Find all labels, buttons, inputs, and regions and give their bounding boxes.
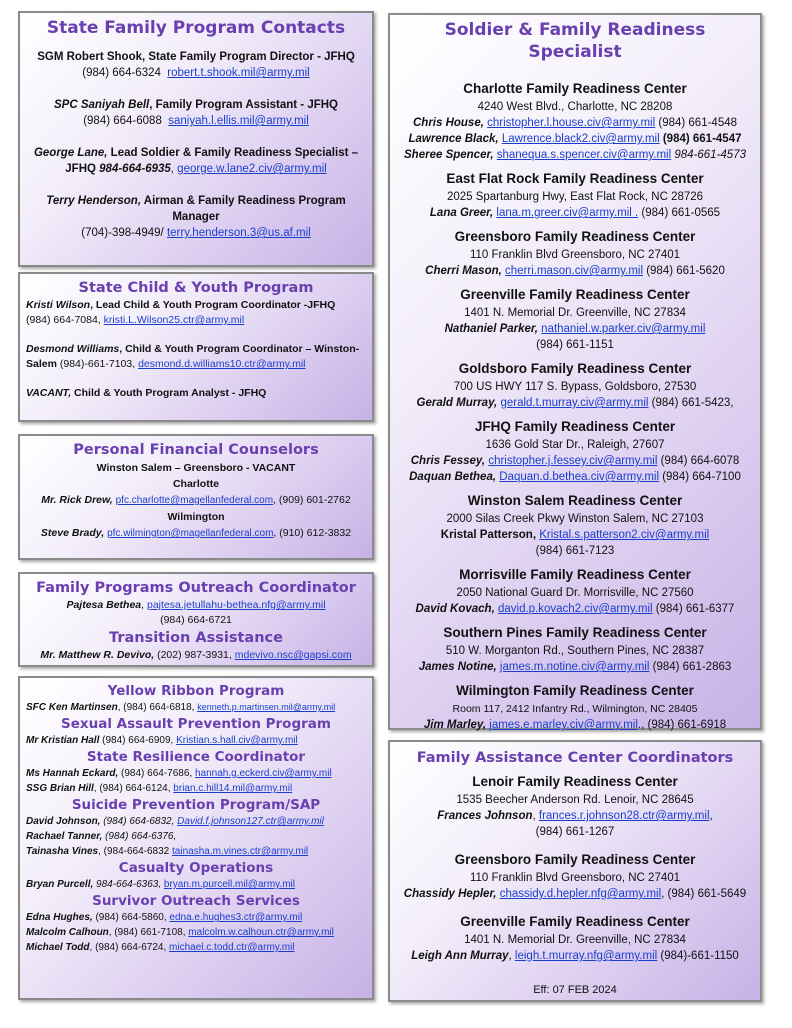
contact-devivo-name: Mr. Matthew R. Devivo, [40, 649, 158, 661]
charlotte-address: 4240 West Blvd., Charlotte, NC 28208 [477, 101, 673, 113]
contact-hall-email[interactable]: Kristian.s.hall.civ@army.mil [176, 735, 298, 746]
lenoir-title: Lenoir Family Readiness Center [472, 774, 678, 789]
contact-brady-phone: , (910) 612-3832 [273, 527, 352, 539]
contact-bethea-name: Pajtesa Bethea [66, 599, 142, 611]
contact-greer-phone: (984) 661-0565 [638, 207, 721, 219]
financial-line-wilmington: Wilmington [167, 511, 225, 523]
eastflat-title: East Flat Rock Family Readiness Center [446, 171, 704, 186]
contact-shook-email[interactable]: robert.t.shook.mil@army.mil [167, 67, 310, 79]
financial-heading: Personal Financial Counselors [73, 442, 319, 458]
contact-bethea-phone: (984) 664-6721 [160, 614, 232, 626]
fac-greensboro-address: 110 Franklin Blvd Greensboro, NC 27401 [469, 872, 681, 884]
contact-house-phone: (984) 661-4548 [655, 117, 738, 129]
contact-eckard-phone: (984) 664-7686, [118, 768, 195, 779]
suicide-prevention-heading: Suicide Prevention Program/SAP [71, 797, 321, 813]
contact-purcell-phone: 984-664-6363, [93, 879, 164, 890]
contact-calhoun-phone: , (984) 661-7108, [108, 927, 189, 938]
child-youth-box [18, 272, 374, 422]
contact-marley-name: Jim Marley, [423, 719, 487, 731]
contact-todd-phone: , (984) 664-6724, [89, 942, 170, 953]
contact-devivo-email[interactable]: mdevivo.nsc@gapsi.com [234, 649, 352, 661]
contact-todd-email[interactable]: michael.c.todd.ctr@army.mil [169, 942, 295, 953]
contact-williams-email[interactable]: desmond.d.williams10.ctr@army.mil [138, 358, 306, 370]
contact-williams-phone: (984)-661-7103, [56, 358, 139, 370]
morrisville-address: 2050 National Guard Dr. Morrisville, NC 27560 [456, 587, 694, 599]
contact-murray-name: Gerald Murray, [416, 397, 498, 409]
jfhq-address: 1636 Gold Star Dr., Raleigh, 27607 [485, 439, 665, 451]
outreach-box: Family Programs Outreach Coordinator Pajtesa Bethea, pajtesa.jetullahu-bethea.nfg@army.mil (984) 664-6721 Transition Assistance Mr. Matthew R. Devivo, (202) 987-3931, mdevivo.nsc@gapsi.com [18, 572, 374, 667]
contact-shook-phone: (984) 664-6324 [82, 67, 161, 79]
contact-dbethea-phone: (984) 664-7100 [659, 471, 741, 483]
contact-drew-phone: , (909) 601-2762 [273, 494, 351, 506]
contact-parker-name: Nathaniel Parker, [444, 323, 538, 335]
contact-wilson-role: , Lead Child & Youth Program Coordinator -JFHQ [90, 299, 336, 311]
contact-house-email[interactable]: christopher.l.house.civ@army.mil [487, 117, 656, 129]
goldsboro-address: 700 US HWY 117 S. Bypass, Goldsboro, 27530 [453, 381, 697, 393]
contact-johnson-phone: (984) 664-6832, [100, 816, 178, 827]
contact-martinsen-email[interactable]: kenneth.p.martinsen.mil@army.mil [197, 702, 336, 712]
contact-patterson-phone: (984) 661-7123 [535, 545, 615, 557]
contact-marley-phone: ., (984) 661-6918 [637, 719, 727, 731]
contact-bell-role: , Family Program Assistant - JFHQ [149, 99, 338, 111]
child-youth-heading: State Child & Youth Program [78, 280, 314, 296]
contact-parker-phone: (984) 661-1151 [536, 339, 614, 351]
contact-vines-email[interactable]: tainasha.m.vines.ctr@army.mil [172, 846, 309, 857]
contact-hughes-phone: (984) 664-5860, [92, 912, 170, 923]
contact-parker-email[interactable]: nathaniel.w.parker.civ@army.mil [541, 323, 706, 335]
financial-counselors-box [18, 434, 374, 560]
contact-bell-phone: (984) 664-6088 [83, 115, 162, 127]
sexual-assault-heading: Sexual Assault Prevention Program [61, 716, 331, 732]
state-family-program-box: State Family Program Contacts SGM Robert Shook, State Family Program Director - JFHQ (984) 664-6324 robert.t.shook.mil@army.mil SPC Saniyah Bell, Family Program Assistant - JFHQ (984) 664-6088 saniyah.l.ellis.mil@army.mil George Lane, Lead Soldier & Family Readiness Specialist – JFHQ 984-664-6935, george.w.lane2.civ@army.mil Terry Henderson, Airman & Family Readiness Program Manager (704)-398-4949/ terry.henderson.3@us.af.mil [18, 11, 374, 267]
contact-shook-name: SGM Robert Shook, State Family Program Director - JFHQ [37, 51, 355, 63]
contact-hill-name: SSG Brian Hill [26, 783, 94, 794]
wilmington-address: Room 117, 2412 Infantry Rd., Wilmington, NC 28405 [452, 703, 698, 715]
contact-notine-phone: (984) 661-2863 [649, 661, 732, 673]
resilience-heading: State Resilience Coordinator [86, 749, 306, 765]
contact-kovach-name: David Kovach, [415, 603, 495, 615]
contact-lmurray-phone: (984)-661-1150 [657, 950, 739, 962]
contact-vines-name: Tainasha Vines [26, 846, 99, 857]
contact-greer-dot: . [631, 207, 639, 219]
lenoir-address: 1535 Beecher Anderson Rd. Lenoir, NC 28645 [456, 794, 694, 806]
contact-johnson-email[interactable]: David.f.johnson127.ctr@army.mil [177, 816, 324, 827]
wilmington-title: Wilmington Family Readiness Center [456, 683, 694, 698]
contact-hughes-name: Edna Hughes, [26, 912, 93, 923]
contact-lane-email[interactable]: george.w.lane2.civ@army.mil [177, 163, 327, 175]
contact-hall-name: Mr Kristian Hall [26, 735, 100, 746]
contact-hepler-phone: , (984) 661-5649 [661, 888, 747, 900]
contact-vines-phone: , (984-664-6832 [98, 846, 173, 857]
morrisville-title: Morrisville Family Readiness Center [459, 567, 691, 582]
programs-box [18, 676, 374, 1000]
greensboro-title: Greensboro Family Readiness Center [454, 229, 696, 244]
fac-greenville-title: Greenville Family Readiness Center [460, 914, 690, 929]
financial-line-winston: Winston Salem – Greensboro - VACANT [96, 462, 296, 474]
southern-pines-address: 510 W. Morganton Rd., Southern Pines, NC 28387 [445, 645, 705, 657]
contact-brady-email[interactable]: pfc.wilmington@magellanfederal.com [107, 528, 274, 539]
contact-johnson-name: David Johnson, [26, 816, 101, 827]
contact-bethea-email[interactable]: pajtesa.jetullahu-bethea.nfg@army.mil [147, 599, 326, 611]
contact-lmurray-email[interactable]: leigh.t.murray.nfg@army.mil [514, 950, 658, 962]
winston-address: 2000 Silas Creek Pkwy Winston Salem, NC 27103 [446, 513, 704, 525]
contact-spencer-phone: 984-661-4573 [671, 149, 746, 161]
contact-devivo-phone: (202) 987-3931, [157, 649, 235, 661]
state-family-heading: State Family Program Contacts [46, 18, 346, 38]
contact-lmurray-name: Leigh Ann Murray [411, 950, 509, 962]
contact-fjohnson-name: Frances Johnson [437, 810, 533, 822]
contact-eckard-email[interactable]: hannah.g.eckerd.civ@army.mil [194, 768, 332, 779]
sfrs-box [388, 13, 762, 730]
vacant-role: Child & Youth Program Analyst - JFHQ [71, 387, 267, 399]
contact-marley-email[interactable]: james.e.marley.civ@army.mil [489, 719, 638, 731]
contact-drew-name: Mr. Rick Drew, [41, 494, 113, 506]
contact-wilson-email[interactable]: kristi.L.Wilson25.ctr@army.mil [103, 314, 245, 326]
contact-hughes-email[interactable]: edna.e.hughes3.ctr@army.mil [169, 912, 303, 923]
contact-fjohnson-phone: (984) 661-1267 [535, 826, 615, 838]
contact-wilson-name: Kristi Wilson [26, 299, 91, 311]
survivor-heading: Survivor Outreach Services [92, 893, 300, 909]
eastflat-address: 2025 Spartanburg Hwy, East Flat Rock, NC 28726 [446, 191, 704, 203]
contact-tanner-name: Rachael Tanner, [26, 831, 103, 842]
contact-mason-email[interactable]: cherri.mason.civ@army.mil [505, 265, 644, 277]
contact-fessey-email[interactable]: christopher.j.fessey.civ@army.mil [488, 455, 658, 467]
contact-lane-name: George Lane, [33, 147, 108, 159]
contact-notine-name: James Notine, [418, 661, 497, 673]
transition-heading: Transition Assistance [109, 630, 283, 646]
contact-spencer-email[interactable]: shanequa.s.spencer.civ@army.mil [496, 149, 672, 161]
contact-black-name: Lawrence Black, [408, 133, 499, 145]
contact-fjohnson-email[interactable]: frances.r.johnson28.ctr@army.mil [538, 810, 710, 822]
contact-henderson-email[interactable]: terry.henderson.3@us.af.mil [166, 227, 311, 239]
contact-purcell-email[interactable]: bryan.m.purcell.mil@army.mil [163, 879, 295, 890]
contact-hill-email[interactable]: brian.c.hill14.mil@army.mil [173, 783, 293, 794]
southern-pines-title: Southern Pines Family Readiness Center [443, 625, 707, 640]
contact-hill-phone: , (984) 664-6124, [93, 783, 174, 794]
greenville-title: Greenville Family Readiness Center [460, 287, 690, 302]
contact-spencer-name: Sheree Spencer, [404, 149, 494, 161]
contact-bell-email[interactable]: saniyah.l.ellis.mil@army.mil [168, 115, 309, 127]
sfrs-heading: Soldier & Family Readiness Specialist [444, 20, 706, 62]
greenville-address: 1401 N. Memorial Dr. Greenville, NC 27834 [464, 307, 686, 319]
outreach-heading: Family Programs Outreach Coordinator [36, 580, 356, 596]
contact-hepler-name: Chassidy Hepler, [403, 888, 497, 900]
contact-henderson-role: Airman & Family Readiness Program Manager [141, 195, 346, 223]
contact-greer-email[interactable]: lana.m.greer.civ@army.mil [496, 207, 632, 219]
contact-dbethea-email[interactable]: Daquan.d.bethea.civ@army.mil [499, 471, 660, 483]
contact-drew-email[interactable]: pfc.charlotte@magellanfederal.com [115, 495, 274, 506]
contact-tanner-phone: (984) 664-6376, [102, 831, 177, 842]
contact-martinsen-phone: , (984) 664-6818, [117, 702, 198, 713]
contact-henderson-name: Terry Henderson, [46, 195, 142, 207]
contact-henderson-phone: (704)-398-4949/ [81, 227, 164, 239]
fac-greensboro-title: Greensboro Family Readiness Center [454, 852, 696, 867]
contact-house-name: Chris House, [412, 117, 484, 129]
greensboro-address: 110 Franklin Blvd Greensboro, NC 27401 [469, 249, 681, 261]
fac-heading: Family Assistance Center Coordinators [416, 750, 734, 766]
contact-black-email[interactable]: Lawrence.black2.civ@army.mil [501, 133, 660, 145]
contact-dbethea-name: Daquan Bethea, [409, 471, 497, 483]
contact-lane-phone: 984-664-6935 [99, 163, 171, 175]
charlotte-title: Charlotte Family Readiness Center [463, 81, 687, 96]
contact-bell-name: SPC Saniyah Bell [54, 99, 150, 111]
contact-brady-name: Steve Brady, [40, 527, 105, 539]
contact-williams-role: , Child & Youth Program Coordinator – Winston-Salem [26, 343, 360, 370]
contact-patterson-name: Kristal Patterson, [440, 529, 537, 541]
contact-notine-email[interactable]: james.m.notine.civ@army.mil [499, 661, 650, 673]
contact-lane-role: Lead Soldier & Family Readiness Specialist – JFHQ [65, 147, 359, 175]
contact-greer-name: Lana Greer, [429, 207, 494, 219]
vacant-name: VACANT, [26, 387, 72, 399]
contact-fessey-name: Chris Fessey, [410, 455, 486, 467]
effective-date: Eff: 07 FEB 2024 [533, 984, 617, 996]
contact-martinsen-name: SFC Ken Martinsen [26, 702, 118, 713]
contact-todd-name: Michael Todd [26, 942, 90, 953]
contact-williams-name: Desmond Williams [26, 343, 120, 355]
contact-purcell-name: Bryan Purcell, [26, 879, 94, 890]
contact-patterson-email[interactable]: Kristal.s.patterson2.civ@army.mil [539, 529, 710, 541]
financial-line-charlotte: Charlotte [172, 478, 220, 490]
jfhq-title: JFHQ Family Readiness Center [474, 419, 676, 434]
contact-kovach-email[interactable]: david.p.kovach2.civ@army.mil [497, 603, 653, 615]
contact-hepler-email[interactable]: chassidy.d.hepler.nfg@army.mil [499, 888, 662, 900]
winston-title: Winston Salem Readiness Center [467, 493, 683, 508]
contact-mason-name: Cherri Mason, [425, 265, 502, 277]
contact-fessey-phone: (984) 664-6078 [657, 455, 740, 467]
contact-kovach-phone: (984) 661-6377 [652, 603, 735, 615]
yellow-ribbon-heading: Yellow Ribbon Program [107, 683, 285, 699]
contact-wilson-phone: (984) 664-7084, [26, 314, 104, 326]
contact-eckard-name: Ms Hannah Eckard, [26, 768, 119, 779]
fac-box: Family Assistance Center Coordinators Lenoir Family Readiness Center 1535 Beecher Anderson Rd. Lenoir, NC 28645 Frances Johnson, frances.r.johnson28.ctr@army.mil, (984) 661-1267 Greensboro Family Readiness Center 110 Franklin Blvd Greensboro, NC 27401 Chassidy Hepler, chassidy.d.hepler.nfg@army.mil, (984) 661-5649 Greenville Family Readiness Center 1401 N. Memorial Dr. Greenville, NC 27834 Leigh Ann Murray, leigh.t.murray.nfg@army.mil (984)-661-1150 Eff: 07 FEB 2024 [388, 740, 762, 1002]
contact-calhoun-email[interactable]: malcolm.w.calhoun.ctr@army.mil [188, 927, 334, 938]
contact-murray-email[interactable]: gerald.t.murray.civ@army.mil [500, 397, 649, 409]
contact-murray-phone: (984) 661-5423, [648, 397, 734, 409]
goldsboro-title: Goldsboro Family Readiness Center [458, 361, 692, 376]
contact-black-phone: (984) 661-4547 [659, 133, 742, 145]
fac-greenville-address: 1401 N. Memorial Dr. Greenville, NC 27834 [464, 934, 686, 946]
contact-mason-phone: (984) 661-5620 [643, 265, 725, 277]
casualty-heading: Casualty Operations [118, 860, 274, 876]
contact-hall-phone: (984) 664-6909, [99, 735, 177, 746]
contact-calhoun-name: Malcolm Calhoun [26, 927, 109, 938]
